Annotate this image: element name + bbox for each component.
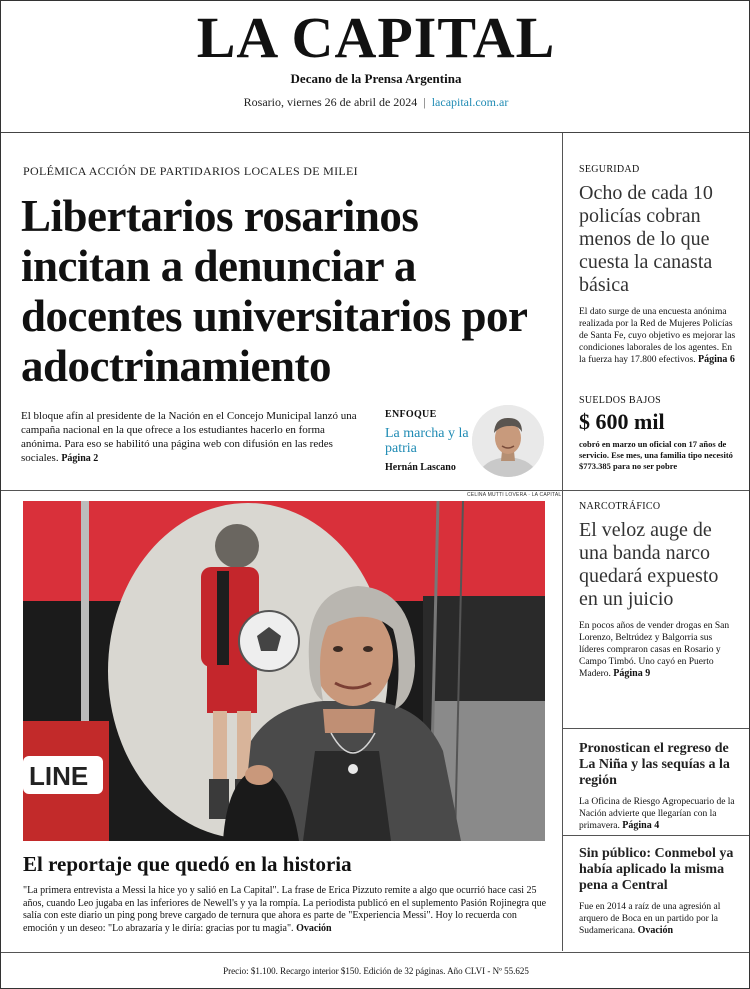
photo-story-headline[interactable]: El reportaje que quedó en la historia: [23, 852, 352, 876]
side-story-sports[interactable]: [579, 846, 739, 937]
tagline: Decano de la Prensa Argentina: [290, 71, 462, 86]
side-story-weather[interactable]: [579, 741, 739, 832]
lead-summary: [21, 409, 366, 466]
enfoque-author: Hernán Lascano: [385, 462, 456, 473]
page-ref[interactable]: Ovación: [637, 925, 674, 936]
page-ref[interactable]: Página 9: [613, 668, 651, 679]
price-footer: Precio: $1.100. Recargo interior $150. Edición de 32 páginas. Año CLVI - Nº 55.625: [1, 952, 750, 989]
website-link[interactable]: lacapital.com.ar: [431, 95, 509, 109]
lead-photo[interactable]: [23, 501, 545, 841]
page-ref[interactable]: Página 4: [622, 820, 660, 831]
salary-amount: $ 600 mil: [579, 409, 665, 434]
side-kicker: SEGURIDAD: [579, 164, 640, 175]
author-portrait-icon: [472, 405, 544, 477]
side-divider: [562, 835, 750, 836]
side-headline[interactable]: Ocho de cada 10 policías cobran menos de lo que cuesta la canasta básica: [579, 182, 713, 296]
enfoque-title[interactable]: La marcha y la patria: [385, 426, 469, 456]
newspaper-logo[interactable]: LA CAPITAL: [196, 5, 556, 70]
side-story-security[interactable]: [579, 164, 739, 366]
side-kicker: NARCOTRÁFICO: [579, 501, 661, 512]
enfoque-box: [385, 409, 475, 473]
salary-kicker: SUELDOS BAJOS: [579, 395, 661, 406]
lead-summary-text: El bloque afín al presidente de la Nación en el Concejo Municipal lanzó una campaña nacional en la que ofrece a los estudiantes hacerlo en forma anónima. Para eso se habilitó una página web con difusión en las redes sociales.: [21, 410, 357, 464]
side-summary: [579, 306, 739, 366]
date-text: Rosario, viernes 26 de abril de 2024: [243, 95, 418, 109]
side-headline[interactable]: El veloz auge de una banda narco quedará expuesto en un juicio: [579, 519, 719, 610]
lead-kicker: POLÉMICA ACCIÓN DE PARTIDARIOS LOCALES DE MILEI: [23, 164, 358, 178]
side-summary: [579, 796, 739, 832]
dateline-separator: |: [423, 95, 426, 109]
lead-page-ref[interactable]: Página 2: [61, 453, 99, 464]
dateline: [1, 95, 750, 110]
side-summary-text: La Oficina de Riesgo Agropecuario de la Nación advierte que llegarían con la primavera.: [579, 797, 735, 831]
side-headline[interactable]: Sin público: Conmebol ya había aplicado la misma pena a Central: [579, 846, 734, 893]
column-divider: [562, 133, 563, 951]
side-headline[interactable]: Pronostican el regreso de La Niña y las sequías a la región: [579, 741, 730, 788]
photo-credit: CELINA MUTTI LOVERA · LA CAPITAL: [467, 492, 562, 498]
author-avatar: [472, 405, 544, 477]
mural-photo-illustration: [23, 501, 545, 841]
side-summary-text: En pocos años de vender drogas en San Lorenzo, Beltrúdez y Balgorria sus líderes compraron casas en Rosario y Campo Timbó. Uno cayó en Puerto Madero.: [579, 621, 730, 679]
page-ref[interactable]: Página 6: [697, 354, 735, 365]
salary-note: cobró en marzo un oficial con 17 años de servicio. Ese mes, una familia tipo necesitó $773.385 para no ser pobre: [579, 439, 733, 471]
side-summary-text: El dato surge de una encuesta anónima realizada por la Red de Mujeres Policías de Santa Fe, cuyo objetivo es mejorar las condiciones laborales de los agentes. En la fuerza hay 17.800 efectivos.: [579, 307, 736, 365]
side-summary: [579, 901, 739, 937]
side-story-narco[interactable]: [579, 501, 739, 680]
side-summary: [579, 620, 739, 680]
masthead: [1, 1, 750, 133]
photo-page-ref[interactable]: Ovación: [296, 922, 332, 934]
salary-box: [579, 395, 739, 472]
side-divider: [562, 490, 750, 491]
photo-story-summary: [23, 885, 548, 935]
photo-story-text: "La primera entrevista a Messi la hice yo y salió en La Capital". La frase de Erica Pizzuto remite a algo que ocurrió hace casi 25 años, cuando Leo jugaba en las inferiores de Newell's y ya la rompía. La periodista publicó en el suplemento Pasión Rojinegra que salía con este diario un ping pong breve cargado de ternura que ahora es parte de "Experiencia Messi". Hoy lo recuerda con emoción y un deseo: "Lo abrazaría y le diría: gracias por tu magia".: [23, 885, 547, 934]
side-summary-text: Fue en 2014 a raíz de una agresión al arquero de Boca en un partido por la Sudamericana.: [579, 902, 721, 936]
lead-headline[interactable]: Libertarios rosarinos incitan a denunciar a docentes universitarios por adoctrinamiento: [21, 191, 527, 391]
section-divider: [1, 490, 562, 491]
enfoque-kicker: ENFOQUE: [385, 409, 437, 420]
mural-sign-text: LINE: [29, 761, 89, 791]
side-divider: [562, 728, 750, 729]
